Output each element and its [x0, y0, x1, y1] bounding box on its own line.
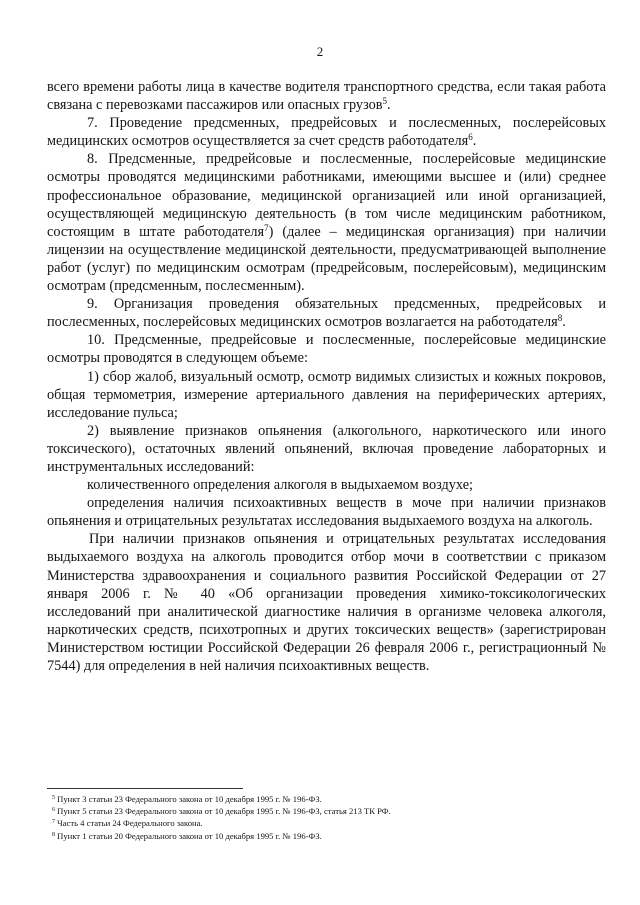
footnote-ref: 7: [264, 222, 269, 233]
footnote-separator: [47, 788, 243, 789]
footnote-7: $^7$ Часть 4 статьи 24 Федерального закона.: [52, 818, 203, 829]
sub-item-alcohol-air: количественного определения алкоголя в выдыхаемом воздухе;: [87, 477, 474, 494]
sub-item-urine: определения наличия психоактивных веществ в моче при наличии признаков опьянения и отрицательных результатах исследования выдыхаемого воздуха на алкоголь.: [47, 495, 606, 530]
footnotes: [52, 793, 532, 842]
footnote-ref: 5: [382, 96, 388, 107]
footnote-ref: 6: [468, 132, 473, 143]
paragraph-7: 7. Проведение предсменных, предрейсовых и послесменных, послерейсовых медицинских осмотров осуществляется за счет средств работодателя$^6$.: [47, 115, 606, 150]
footnote-ref: 8: [557, 313, 563, 324]
document-body: [47, 78, 606, 675]
footnote-5: $^5$ Пункт 3 статьи 23 Федерального закона от 10 декабря 1995 г. № 196-ФЗ.: [52, 794, 322, 804]
paragraph-8: 8. Предсменные, предрейсовые и послесменные, послерейсовые медицинские осмотры проводятся медицинскими работниками, имеющими высшее и (или) среднее профессиональное образование, медицинской организацией или иной организацией, осуществляющей медицинскую деятельность (в том числе медицинским работником, состоящим в штате работодателя$^7$) (далее – медицинская организация) при наличии лицензии на осуществление медицинской деятельности, предусматривающей выполнение работ (услуг) по медицинским осмотрам (предрейсовым, послерейсовым), медицинским осмотрам (предсменным, послесменным).: [47, 151, 606, 295]
paragraph-continuation: всего времени работы лица в качестве водителя транспортного средства, если такая работа связана с перевозками пассажиров или опасных грузов$^5$.: [47, 79, 606, 114]
list-item-2: 2) выявление признаков опьянения (алкогольного, наркотического или иного токсического), остаточных явлений опьянений, включая проведение лабораторных и инструментальных исследований:: [47, 422, 606, 475]
page-number: 2: [316, 44, 324, 59]
footnote-8: $^8$ Пункт 1 статьи 20 Федерального закона от 10 декабря 1995 г. № 196-ФЗ.: [52, 830, 322, 841]
paragraph-9: 9. Организация проведения обязательных предсменных, предрейсовых и послесменных, послерейсовых медицинских осмотров возлагается на работодателя$^8$.: [47, 296, 606, 331]
paragraph-urine-sampling: При наличии признаков опьянения и отрицательных результатах исследования выдыхаемого воздуха на алкоголь проводится отбор мочи в соответствии с приказом Министерства здравоохранения и социального развития Российской Федерации от 27 января 2006 г. № 40 «Об организации проведения химико-токсикологических исследований при аналитической диагностике наличия в организме человека алкоголя, наркотических средств, психотропных и других токсических веществ» (зарегистрирован Министерством юстиции Российской Федерации 26 февраля 2006 г., регистрационный № 7544) для определения в ней наличия психоактивных веществ.: [47, 531, 606, 674]
list-item-1: 1) сбор жалоб, визуальный осмотр, осмотр видимых слизистых и кожных покровов, общая термометрия, измерение артериального давления на периферических артериях, исследование пульса;: [47, 368, 606, 421]
footnote-6: $^6$ Пункт 5 статьи 23 Федерального закона от 10 декабря 1995 г. № 196-ФЗ, статья 213 ТК РФ.: [52, 806, 391, 817]
paragraph-10: 10. Предсменные, предрейсовые и послесменные, послерейсовые медицинские осмотры проводятся в следующем объеме:: [47, 332, 606, 367]
